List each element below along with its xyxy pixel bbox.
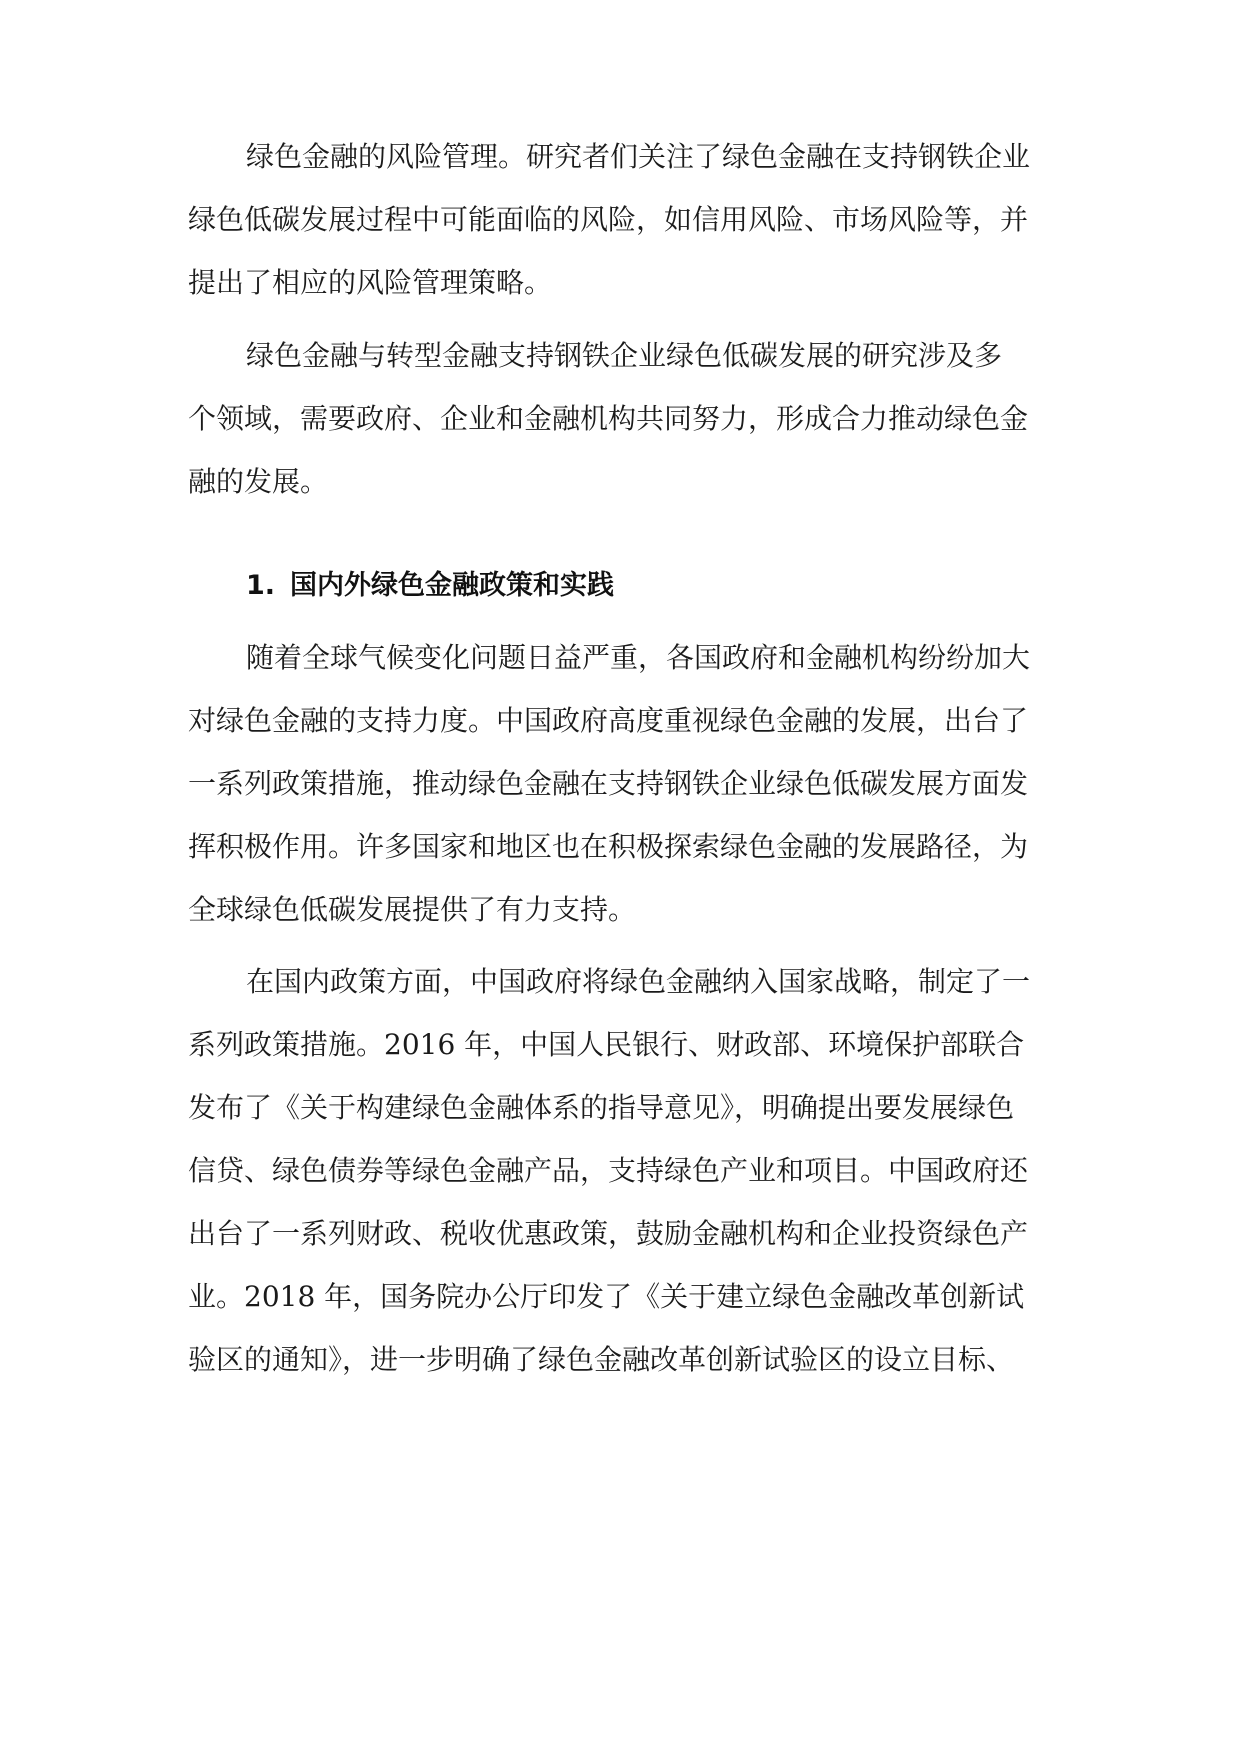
paragraph-line: 业。2018 年，国务院办公厅印发了《关于建立绿色金融改革创新试 (188, 1280, 1025, 1313)
paragraph-line: 个领域，需要政府、企业和金融机构共同努力，形成合力推动绿色金 (188, 402, 1029, 435)
paragraph-line: 融的发展。 (188, 465, 329, 498)
paragraph-line: 发布了《关于构建绿色金融体系的指导意见》，明确提出要发展绿色 (188, 1091, 1015, 1124)
paragraph-line: 挥积极作用。许多国家和地区也在积极探索绿色金融的发展路径，为 (188, 830, 1029, 863)
paragraph-line: 对绿色金融的支持力度。中国政府高度重视绿色金融的发展，出台了 (188, 704, 1029, 737)
paragraph-line: 全球绿色低碳发展提供了有力支持。 (188, 893, 637, 926)
paragraph-line: 绿色低碳发展过程中可能面临的风险，如信用风险、市场风险等，并 (188, 203, 1029, 236)
section-title: 国内外绿色金融政策和实践 (290, 570, 614, 601)
section-heading (246, 566, 614, 606)
paragraph-line: 在国内政策方面，中国政府将绿色金融纳入国家战略，制定了一 (246, 965, 1031, 998)
paragraph-line: 信贷、绿色债券等绿色金融产品，支持绿色产业和项目。中国政府还 (188, 1154, 1029, 1187)
paragraph-line: 随着全球气候变化问题日益严重，各国政府和金融机构纷纷加大 (246, 641, 1031, 674)
paragraph-line: 系列政策措施。2016 年，中国人民银行、财政部、环境保护部联合 (188, 1028, 1025, 1061)
paragraph-line: 一系列政策措施，推动绿色金融在支持钢铁企业绿色低碳发展方面发 (188, 767, 1029, 800)
paragraph-line: 出台了一系列财政、税收优惠政策，鼓励金融机构和企业投资绿色产 (188, 1217, 1029, 1250)
paragraph-line: 验区的通知》，进一步明确了绿色金融改革创新试验区的设立目标、 (188, 1343, 1015, 1376)
section-number: 1. (246, 570, 276, 601)
paragraph-line: 绿色金融与转型金融支持钢铁企业绿色低碳发展的研究涉及多 (246, 339, 1003, 372)
paragraph-line: 绿色金融的风险管理。研究者们关注了绿色金融在支持钢铁企业 (246, 140, 1031, 173)
paragraph-line: 提出了相应的风险管理策略。 (188, 266, 553, 299)
